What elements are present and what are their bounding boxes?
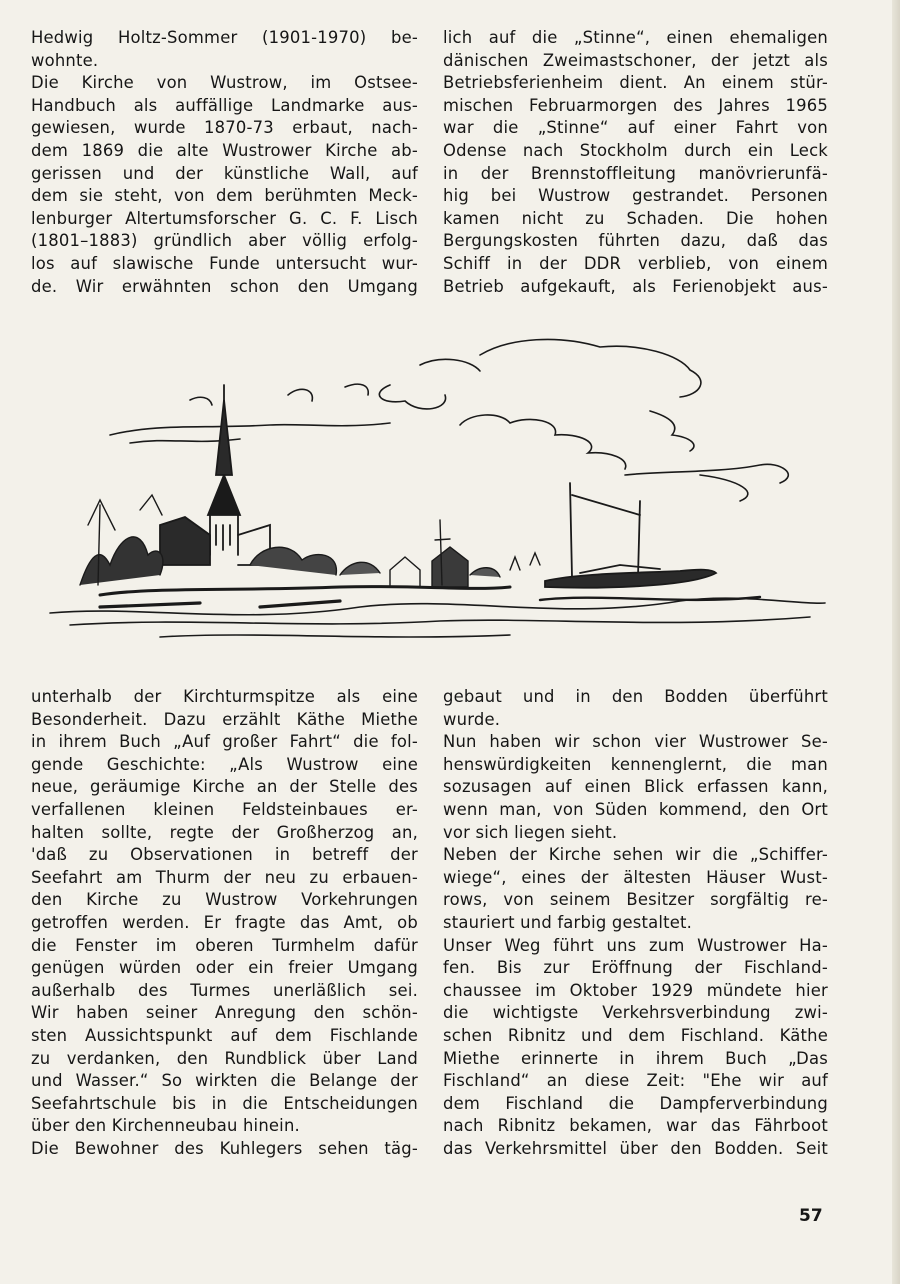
text-line: sten Aussichtspunkt auf dem Fischlande	[31, 1025, 418, 1045]
text-line: Schiff in der DDR verblieb, von einem	[443, 253, 828, 273]
sky-strokes	[110, 339, 788, 501]
text-column-bottom-left	[31, 686, 418, 1160]
text-column-bottom-right	[443, 686, 828, 1160]
text-line: Bergungskosten führten dazu, daß das	[443, 231, 828, 251]
text-line: Hedwig Holtz-Sommer (1901-1970) be-	[31, 28, 418, 47]
text-line: gebaut und in den Bodden überführt	[443, 687, 828, 706]
text-line: neue, geräumige Kirche an der Stelle des	[31, 777, 418, 797]
text-line: Miethe erinnerte in ihrem Buch „Das	[443, 1048, 828, 1068]
text-line: wenn man, von Süden kommend, den Ort	[443, 799, 828, 819]
text-line: rows, von seinem Besitzer sorgfältig re-	[443, 890, 828, 910]
text-line: Besonderheit. Dazu erzählt Käthe Miethe	[31, 709, 418, 729]
ship-stinne-drawing	[545, 483, 716, 588]
text-line: dem sie steht, von dem berühmten Meck-	[31, 186, 418, 206]
text-column-top-right	[443, 27, 828, 298]
text-line: gewiesen, wurde 1870-73 erbaut, nach-	[31, 118, 418, 138]
text-line: kamen nicht zu Schaden. Die hohen	[443, 208, 828, 228]
text-line: sozusagen auf einen Blick erfassen kann,	[443, 777, 828, 797]
text-line: dänischen Zweimastschoner, der jetzt als	[443, 50, 828, 70]
text-line: nach Ribnitz bekamen, war das Fährboot	[443, 1116, 828, 1136]
text-line: Die Bewohner des Kuhlegers sehen täg-	[31, 1138, 418, 1158]
text-line: schen Ribnitz und dem Fischland. Käthe	[443, 1025, 828, 1045]
text-line: war die „Stinne“ auf einer Fahrt von	[443, 118, 828, 138]
text-line: vor sich liegen sieht.	[443, 822, 618, 842]
text-line: über den Kirchenneubau hinein.	[31, 1116, 300, 1136]
text-line: gerissen und der künstliche Wall, auf	[31, 163, 418, 183]
water-strokes	[50, 597, 825, 637]
text-line: halten sollte, regte der Großherzog an,	[31, 822, 418, 842]
text-line: chaussee im Oktober 1929 mündete hier	[443, 980, 828, 1000]
text-line: wiege“, eines der ältesten Häuser Wust-	[443, 867, 828, 887]
text-line: Neben der Kirche sehen wir die „Schiffer-	[443, 845, 828, 865]
text-line: Die Kirche von Wustrow, im Ostsee-	[31, 73, 418, 93]
text-line: genügen würden oder ein freier Umgang	[31, 958, 418, 978]
trees-and-houses	[80, 495, 540, 595]
text-column-top-left	[31, 27, 418, 298]
text-line: Handbuch als auffällige Landmarke aus-	[31, 95, 418, 115]
text-line: hig bei Wustrow gestrandet. Personen	[443, 186, 828, 206]
page-number: 57	[799, 1206, 823, 1226]
text-line: Betrieb aufgekauft, als Ferienobjekt aus-	[443, 276, 828, 296]
text-line: verfallenen kleinen Feldsteinbaues er-	[31, 799, 418, 819]
text-line: 'daß zu Observationen in betreff der	[31, 845, 418, 865]
text-line: fen. Bis zur Eröffnung der Fischland-	[443, 958, 828, 978]
text-line: Unser Weg führt uns zum Wustrower Ha-	[443, 935, 828, 955]
text-line: den Kirche zu Wustrow Vorkehrungen	[31, 890, 418, 910]
text-line: Seefahrt am Thurm der neu zu erbauen-	[31, 867, 418, 887]
text-line: los auf slawische Funde untersucht wur-	[31, 253, 418, 273]
text-line: Wir haben seiner Anregung den schön-	[31, 1003, 418, 1023]
text-line: wurde.	[443, 709, 501, 729]
text-line: unterhalb der Kirchturmspitze als eine	[31, 687, 418, 706]
text-line: Odense nach Stockholm durch ein Leck	[443, 140, 828, 160]
text-line: dem 1869 die alte Wustrower Kirche ab-	[31, 140, 418, 160]
text-line: Seefahrtschule bis in die Entscheidungen	[31, 1093, 418, 1113]
text-line: zu verdanken, den Rundblick über Land	[31, 1048, 418, 1068]
text-line: das Verkehrsmittel über den Bodden. Seit	[443, 1138, 828, 1158]
text-line: stauriert und farbig gestaltet.	[443, 912, 693, 932]
text-line: die wichtigste Verkehrsverbindung zwi-	[443, 1003, 828, 1023]
text-line: mischen Februarmorgen des Jahres 1965	[443, 95, 828, 115]
text-line: außerhalb des Turmes unerläßlich sei.	[31, 980, 418, 1000]
text-line: Nun haben wir schon vier Wustrower Se-	[443, 732, 828, 752]
text-line: und Wasser.“ So wirkten die Belange der	[31, 1071, 418, 1091]
text-line: lich auf die „Stinne“, einen ehemaligen	[443, 28, 828, 47]
text-line: Betriebsferienheim dient. An einem stür-	[443, 73, 828, 93]
text-line: lenburger Altertumsforscher G. C. F. Lisch	[31, 208, 418, 228]
text-line: die Fenster im oberen Turmhelm dafür	[31, 935, 418, 955]
text-line: gende Geschichte: „Als Wustrow eine	[31, 754, 418, 774]
text-line: Fischland“ an diese Zeit: "Ehe wir auf	[443, 1071, 828, 1091]
text-line: dem Fischland die Dampferverbindung	[443, 1093, 828, 1113]
church-drawing	[160, 385, 270, 565]
wustrow-sketch-illustration	[40, 325, 830, 655]
page-edge	[892, 0, 900, 1284]
text-line: wohnte.	[31, 50, 99, 70]
text-line: de. Wir erwähnten schon den Umgang	[31, 276, 418, 296]
text-line: in der Brennstoffleitung manövrierunfä-	[443, 163, 828, 183]
text-line: (1801–1883) gründlich aber völlig erfolg-	[31, 231, 418, 251]
text-line: henswürdigkeiten kennenglernt, die man	[443, 754, 828, 774]
text-line: in ihrem Buch „Auf großer Fahrt“ die fol-	[31, 732, 418, 752]
text-line: getroffen werden. Er fragte das Amt, ob	[31, 912, 418, 932]
